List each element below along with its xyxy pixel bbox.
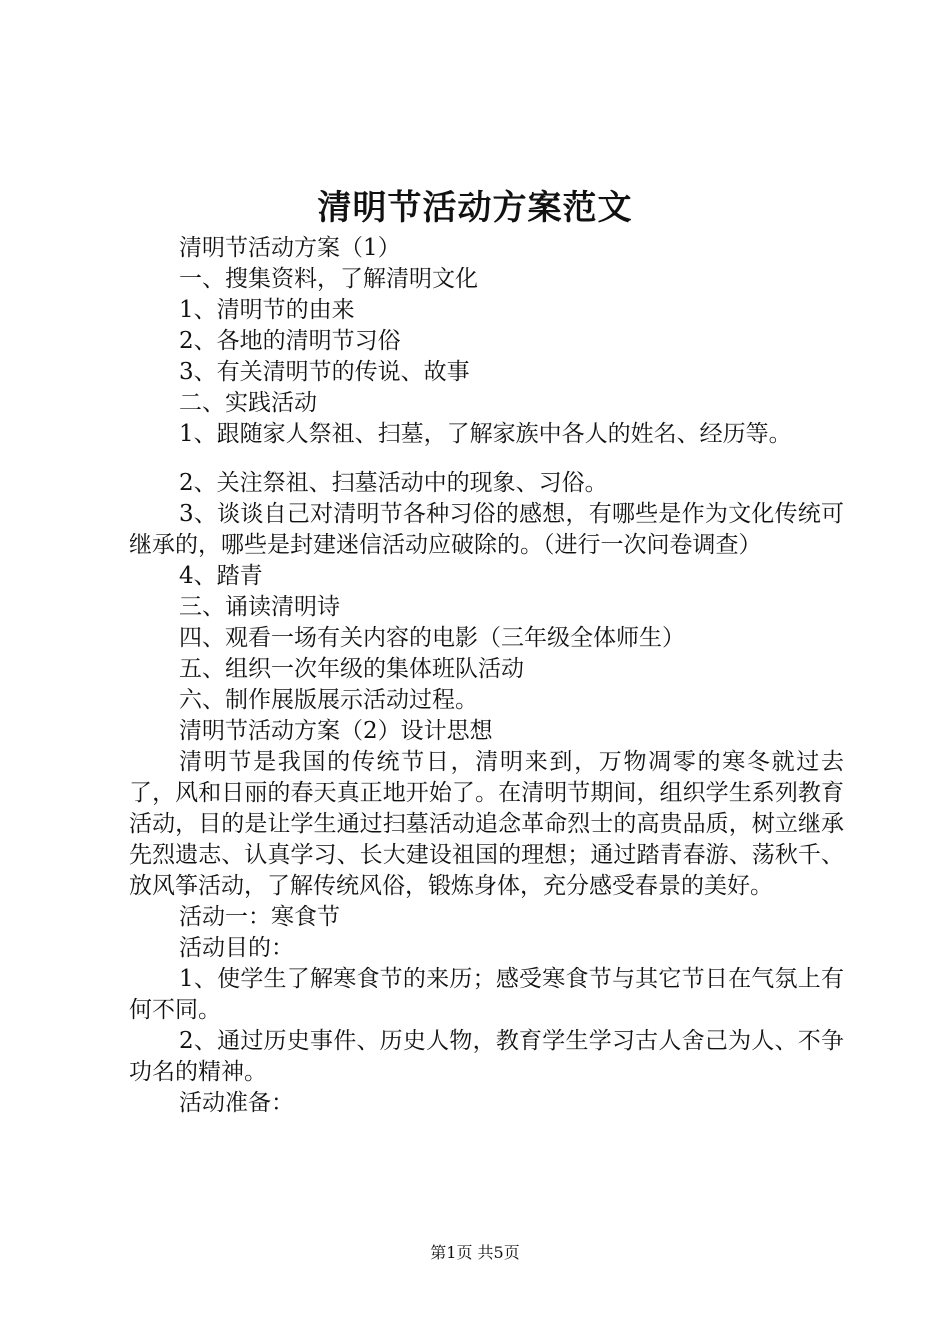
paragraph: 清明节活动方案（2）设计思想 [179,718,493,744]
paragraph: 二、实践活动 [179,390,317,416]
paragraph: 活动准备： [179,1090,294,1116]
paragraph: 2、各地的清明节习俗 [179,328,401,354]
paragraph: 活动一：寒食节 [179,904,340,930]
paragraph: 1、跟随家人祭祖、扫墓，了解家族中各人的姓名、经历等。 [179,421,792,447]
paragraph: 五、组织一次年级的集体班队活动 [179,656,524,682]
paragraph: 4、踏青 [179,563,263,589]
paragraph: 活动目的： [179,935,294,961]
document-body [129,233,844,1119]
paragraph: 六、制作展版展示活动过程。 [179,687,478,713]
document-title: 清明节活动方案范文 [317,188,633,228]
paragraph: 1、清明节的由来 [179,297,355,323]
paragraph: 三、诵读清明诗 [179,594,340,620]
paragraph: 1、使学生了解寒食节的来历；感受寒食节与其它节日在气氛上有何不同。 [129,966,844,1023]
paragraph: 3、谈谈自己对清明节各种习俗的感想，有哪些是作为文化传统可继承的，哪些是封建迷信活动应破除的。（进行一次问卷调查） [129,501,844,558]
paragraph: 2、通过历史事件、历史人物，教育学生学习古人舍己为人、不争功名的精神。 [129,1028,844,1085]
paragraph: 清明节活动方案（1） [179,235,401,261]
paragraph: 2、关注祭祖、扫墓活动中的现象、习俗。 [179,470,608,496]
paragraph: 四、观看一场有关内容的电影（三年级全体师生） [179,625,685,651]
paragraph: 3、有关清明节的传说、故事 [179,359,470,385]
page-number-footer: 第1页 共5页 [430,1243,520,1262]
paragraph: 一、搜集资料，了解清明文化 [179,266,478,292]
paragraph: 清明节是我国的传统节日，清明来到，万物凋零的寒冬就过去了，风和日丽的春天真正地开始了。在清明节期间，组织学生系列教育活动，目的是让学生通过扫墓活动追念革命烈士的高贵品质，树立继承先烈遗志、认真学习、长大建设祖国的理想；通过踏青春游、荡秋千、放风筝活动，了解传统风俗，锻炼身体，充分感受春景的美好。 [129,749,844,899]
